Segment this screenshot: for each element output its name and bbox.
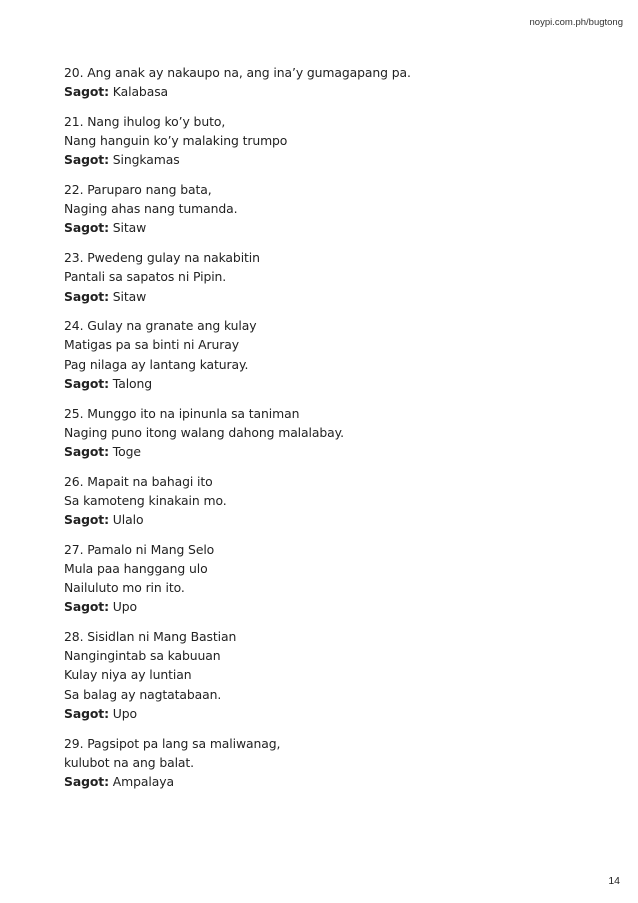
riddle-line: Naging ahas nang tumanda.	[64, 201, 238, 217]
riddle-line: Nang hanguin ko’y malaking trumpo	[64, 133, 288, 149]
answer-text: Ulalo	[112, 512, 144, 528]
riddle-answer	[64, 772, 598, 791]
answer-label: Sagot:	[64, 599, 109, 615]
answer-label: Sagot:	[64, 705, 109, 721]
riddle-item	[64, 627, 598, 723]
answer-text: Talong	[112, 375, 153, 391]
answer-label: Sagot:	[64, 84, 109, 100]
riddle-list	[64, 63, 598, 802]
riddle-answer	[64, 218, 598, 237]
riddle-line: 23. Pwedeng gulay na nakabitin	[64, 250, 260, 266]
riddle-line: Sa balag ay nagtatabaan.	[64, 686, 222, 702]
riddle-item	[64, 248, 598, 306]
riddle-line: 21. Nang ihulog ko’y buto,	[64, 113, 226, 129]
riddle-item	[64, 472, 598, 530]
riddle-line: Sa kamoteng kinakain mo.	[64, 492, 227, 508]
riddle-answer	[64, 374, 598, 393]
answer-text: Sitaw	[112, 220, 147, 236]
answer-text: Upo	[112, 599, 138, 615]
answer-text: Upo	[112, 705, 138, 721]
riddle-line: kulubot na ang balat.	[64, 754, 195, 770]
riddle-line: 26. Mapait na bahagi ito	[64, 473, 213, 489]
riddle-item	[64, 112, 598, 170]
riddle-line: Pantali sa sapatos ni Pipin.	[64, 269, 227, 285]
riddle-item	[64, 734, 598, 792]
riddle-line: 28. Sisidlan ni Mang Bastian	[64, 629, 237, 645]
riddle-line: 25. Munggo ito na ipinunla sa taniman	[64, 405, 300, 421]
answer-label: Sagot:	[64, 774, 109, 789]
riddle-answer	[64, 287, 598, 306]
riddle-answer	[64, 150, 598, 169]
answer-label: Sagot:	[64, 288, 109, 304]
riddle-line: Nailuluto mo rin ito.	[64, 580, 185, 596]
riddle-line: 22. Paruparo nang bata,	[64, 182, 212, 198]
answer-label: Sagot:	[64, 152, 109, 168]
riddle-line: 27. Pamalo ni Mang Selo	[64, 541, 215, 557]
answer-label: Sagot:	[64, 375, 109, 391]
riddle-line: 29. Pagsipot pa lang sa maliwanag,	[64, 735, 281, 751]
answer-text: Kalabasa	[112, 84, 169, 100]
riddle-line: Kulay niya ay luntian	[64, 667, 192, 683]
answer-label: Sagot:	[64, 512, 109, 528]
riddle-answer	[64, 82, 598, 101]
riddle-item	[64, 404, 598, 462]
riddle-answer	[64, 597, 598, 616]
riddle-line: 24. Gulay na granate ang kulay	[64, 318, 257, 334]
answer-text: Ampalaya	[112, 774, 174, 789]
riddle-item	[64, 540, 598, 617]
riddle-answer	[64, 704, 598, 723]
answer-text: Sitaw	[112, 288, 147, 304]
riddle-line: Naging puno itong walang dahong malalabay.	[64, 424, 344, 440]
riddle-answer	[64, 442, 598, 461]
riddle-answer	[64, 510, 598, 529]
answer-text: Singkamas	[112, 152, 180, 168]
riddle-line: Nangingintab sa kabuuan	[64, 648, 221, 664]
riddle-line: Pag nilaga ay lantang katuray.	[64, 356, 249, 372]
answer-label: Sagot:	[64, 220, 109, 236]
riddle-item	[64, 63, 598, 101]
riddle-line: 20. Ang anak ay nakaupo na, ang ina’y gumagapang pa.	[64, 65, 411, 80]
riddle-line: Matigas pa sa binti ni Aruray	[64, 337, 239, 353]
answer-label: Sagot:	[64, 443, 109, 459]
page-number: 14	[608, 875, 620, 887]
answer-text: Toge	[112, 443, 141, 459]
riddle-item	[64, 180, 598, 238]
source-url: noypi.com.ph/bugtong	[529, 17, 623, 28]
riddle-line: Mula paa hanggang ulo	[64, 560, 208, 576]
riddle-item	[64, 316, 598, 393]
